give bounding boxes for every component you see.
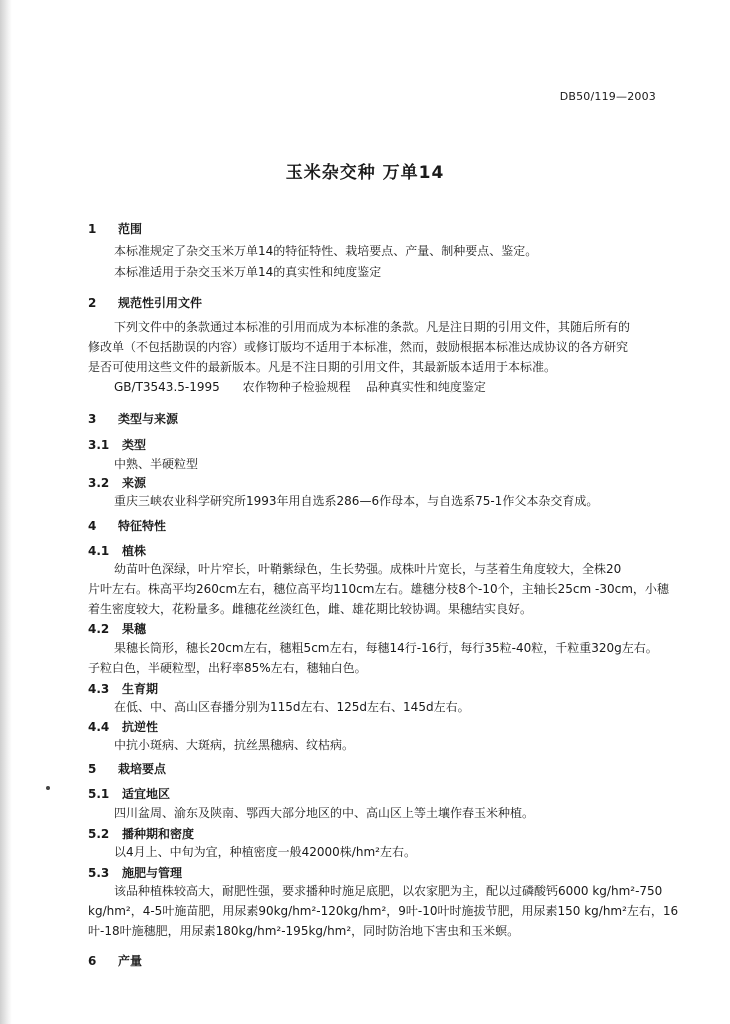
section-1-heading bbox=[88, 220, 142, 237]
subsection-4-4-heading bbox=[88, 718, 158, 735]
section-number: 1 bbox=[88, 222, 97, 236]
scan-shadow-edge bbox=[0, 0, 12, 1024]
paragraph: 中抗小斑病、大斑病，抗丝黑穗病、纹枯病。 bbox=[114, 738, 355, 752]
subsection-title: 来源 bbox=[122, 476, 147, 490]
subsection-title: 植株 bbox=[122, 544, 147, 558]
section-5-heading bbox=[88, 760, 166, 777]
paragraph: 本标准适用于杂交玉米万单14的真实性和纯度鉴定 bbox=[114, 265, 382, 279]
paragraph-line: 幼苗叶色深绿，叶片窄长，叶鞘紫绿色，生长势强。成株叶片宽长，与茎着生角度较大，全株20 bbox=[114, 562, 622, 576]
subsection-5-3-heading bbox=[88, 864, 182, 881]
subsection-number: 5.1 bbox=[88, 787, 110, 801]
section-number: 4 bbox=[88, 519, 97, 533]
subsection-title: 生育期 bbox=[122, 682, 159, 696]
subsection-title: 果穗 bbox=[122, 622, 147, 636]
document-title: 玉米杂交种 万单14 bbox=[285, 163, 445, 183]
scan-speck bbox=[46, 786, 50, 790]
subsection-number: 4.1 bbox=[88, 544, 110, 558]
paragraph-line: 修改单（不包括勘误的内容）或修订版均不适用于本标准，然而，鼓励根据本标准达成协议的各方研究 bbox=[88, 340, 629, 354]
section-3-heading bbox=[88, 410, 178, 427]
subsection-title: 施肥与管理 bbox=[122, 866, 183, 880]
section-title: 规范性引用文件 bbox=[118, 296, 203, 310]
paragraph: 重庆三峡农业科学研究所1993年用自选系286—6作母本，与自选系75-1作父本杂交育成。 bbox=[114, 494, 599, 508]
subsection-title: 适宜地区 bbox=[122, 787, 171, 801]
section-number: 3 bbox=[88, 412, 97, 426]
subsection-3-2-heading bbox=[88, 474, 146, 491]
section-number: 6 bbox=[88, 954, 97, 968]
paragraph-line: 下列文件中的条款通过本标准的引用而成为本标准的条款。凡是注日期的引用文件，其随后所有的 bbox=[114, 320, 631, 334]
section-4-heading bbox=[88, 517, 166, 534]
paragraph-line: 是否可使用这些文件的最新版本。凡是不注日期的引用文件，其最新版本适用于本标准。 bbox=[88, 360, 557, 374]
subsection-5-2-heading bbox=[88, 825, 194, 842]
section-title: 栽培要点 bbox=[118, 762, 167, 776]
subsection-title: 播种期和密度 bbox=[122, 827, 195, 841]
paragraph: 中熟、半硬粒型 bbox=[114, 457, 199, 471]
paragraph-line: 果穗长筒形，穗长20cm左右，穗粗5cm左右，每穗14行-16行，每行35粒-40粒，千粒重320g左右。 bbox=[114, 641, 658, 655]
subsection-number: 3.1 bbox=[88, 438, 110, 452]
paragraph: 以4月上、中旬为宜，种植密度一般42000株/hm²左右。 bbox=[114, 845, 416, 859]
subsection-4-1-heading bbox=[88, 542, 146, 559]
subsection-title: 类型 bbox=[122, 438, 147, 452]
subsection-5-1-heading bbox=[88, 785, 170, 802]
subsection-number: 4.3 bbox=[88, 682, 110, 696]
subsection-number: 4.2 bbox=[88, 622, 110, 636]
paragraph-line: kg/hm²，4-5叶施苗肥，用尿素90kg/hm²-120kg/hm²，9叶-10叶时施拔节肥，用尿素150 kg/hm²左右，16 bbox=[88, 904, 679, 918]
section-title: 范围 bbox=[118, 222, 143, 236]
subsection-number: 5.3 bbox=[88, 866, 110, 880]
paragraph-line: 片叶左右。株高平均260cm左右，穗位高平均110cm左右。雄穗分枝8个-10个，主轴长25cm -30cm，小穗 bbox=[88, 582, 669, 596]
subsection-number: 4.4 bbox=[88, 720, 110, 734]
paragraph: 在低、中、高山区春播分别为115d左右、125d左右、145d左右。 bbox=[114, 700, 470, 714]
section-6-heading bbox=[88, 952, 142, 969]
section-title: 产量 bbox=[118, 954, 143, 968]
section-2-heading bbox=[88, 294, 202, 311]
subsection-3-1-heading bbox=[88, 436, 146, 453]
paragraph-line: 叶-18叶施穗肥，用尿素180kg/hm²-195kg/hm²，同时防治地下害虫和玉米螟。 bbox=[88, 924, 520, 938]
paragraph: 四川盆周、渝东及陕南、鄂西大部分地区的中、高山区上等土壤作春玉米种植。 bbox=[114, 806, 535, 820]
paragraph-line: 着生密度较大，花粉量多。雌穗花丝淡红色，雌、雄花期比较协调。果穗结实良好。 bbox=[88, 602, 533, 616]
normative-reference: GB/T3543.5-1995 农作物种子检验规程 品种真实性和纯度鉴定 bbox=[114, 380, 486, 394]
standard-code: DB50/119—2003 bbox=[559, 90, 656, 103]
subsection-4-2-heading bbox=[88, 620, 146, 637]
paragraph: 本标准规定了杂交玉米万单14的特征特性、栽培要点、产量、制种要点、鉴定。 bbox=[114, 244, 538, 258]
paragraph-line: 子粒白色，半硬粒型，出籽率85%左右，穗轴白色。 bbox=[88, 661, 367, 675]
section-title: 类型与来源 bbox=[118, 412, 179, 426]
section-title: 特征特性 bbox=[118, 519, 167, 533]
section-number: 5 bbox=[88, 762, 97, 776]
subsection-number: 5.2 bbox=[88, 827, 110, 841]
subsection-number: 3.2 bbox=[88, 476, 110, 490]
subsection-title: 抗逆性 bbox=[122, 720, 159, 734]
paragraph-line: 该品种植株较高大，耐肥性强，要求播种时施足底肥，以农家肥为主，配以过磷酸钙6000 kg/hm²-750 bbox=[114, 884, 663, 898]
section-number: 2 bbox=[88, 296, 97, 310]
subsection-4-3-heading bbox=[88, 680, 158, 697]
